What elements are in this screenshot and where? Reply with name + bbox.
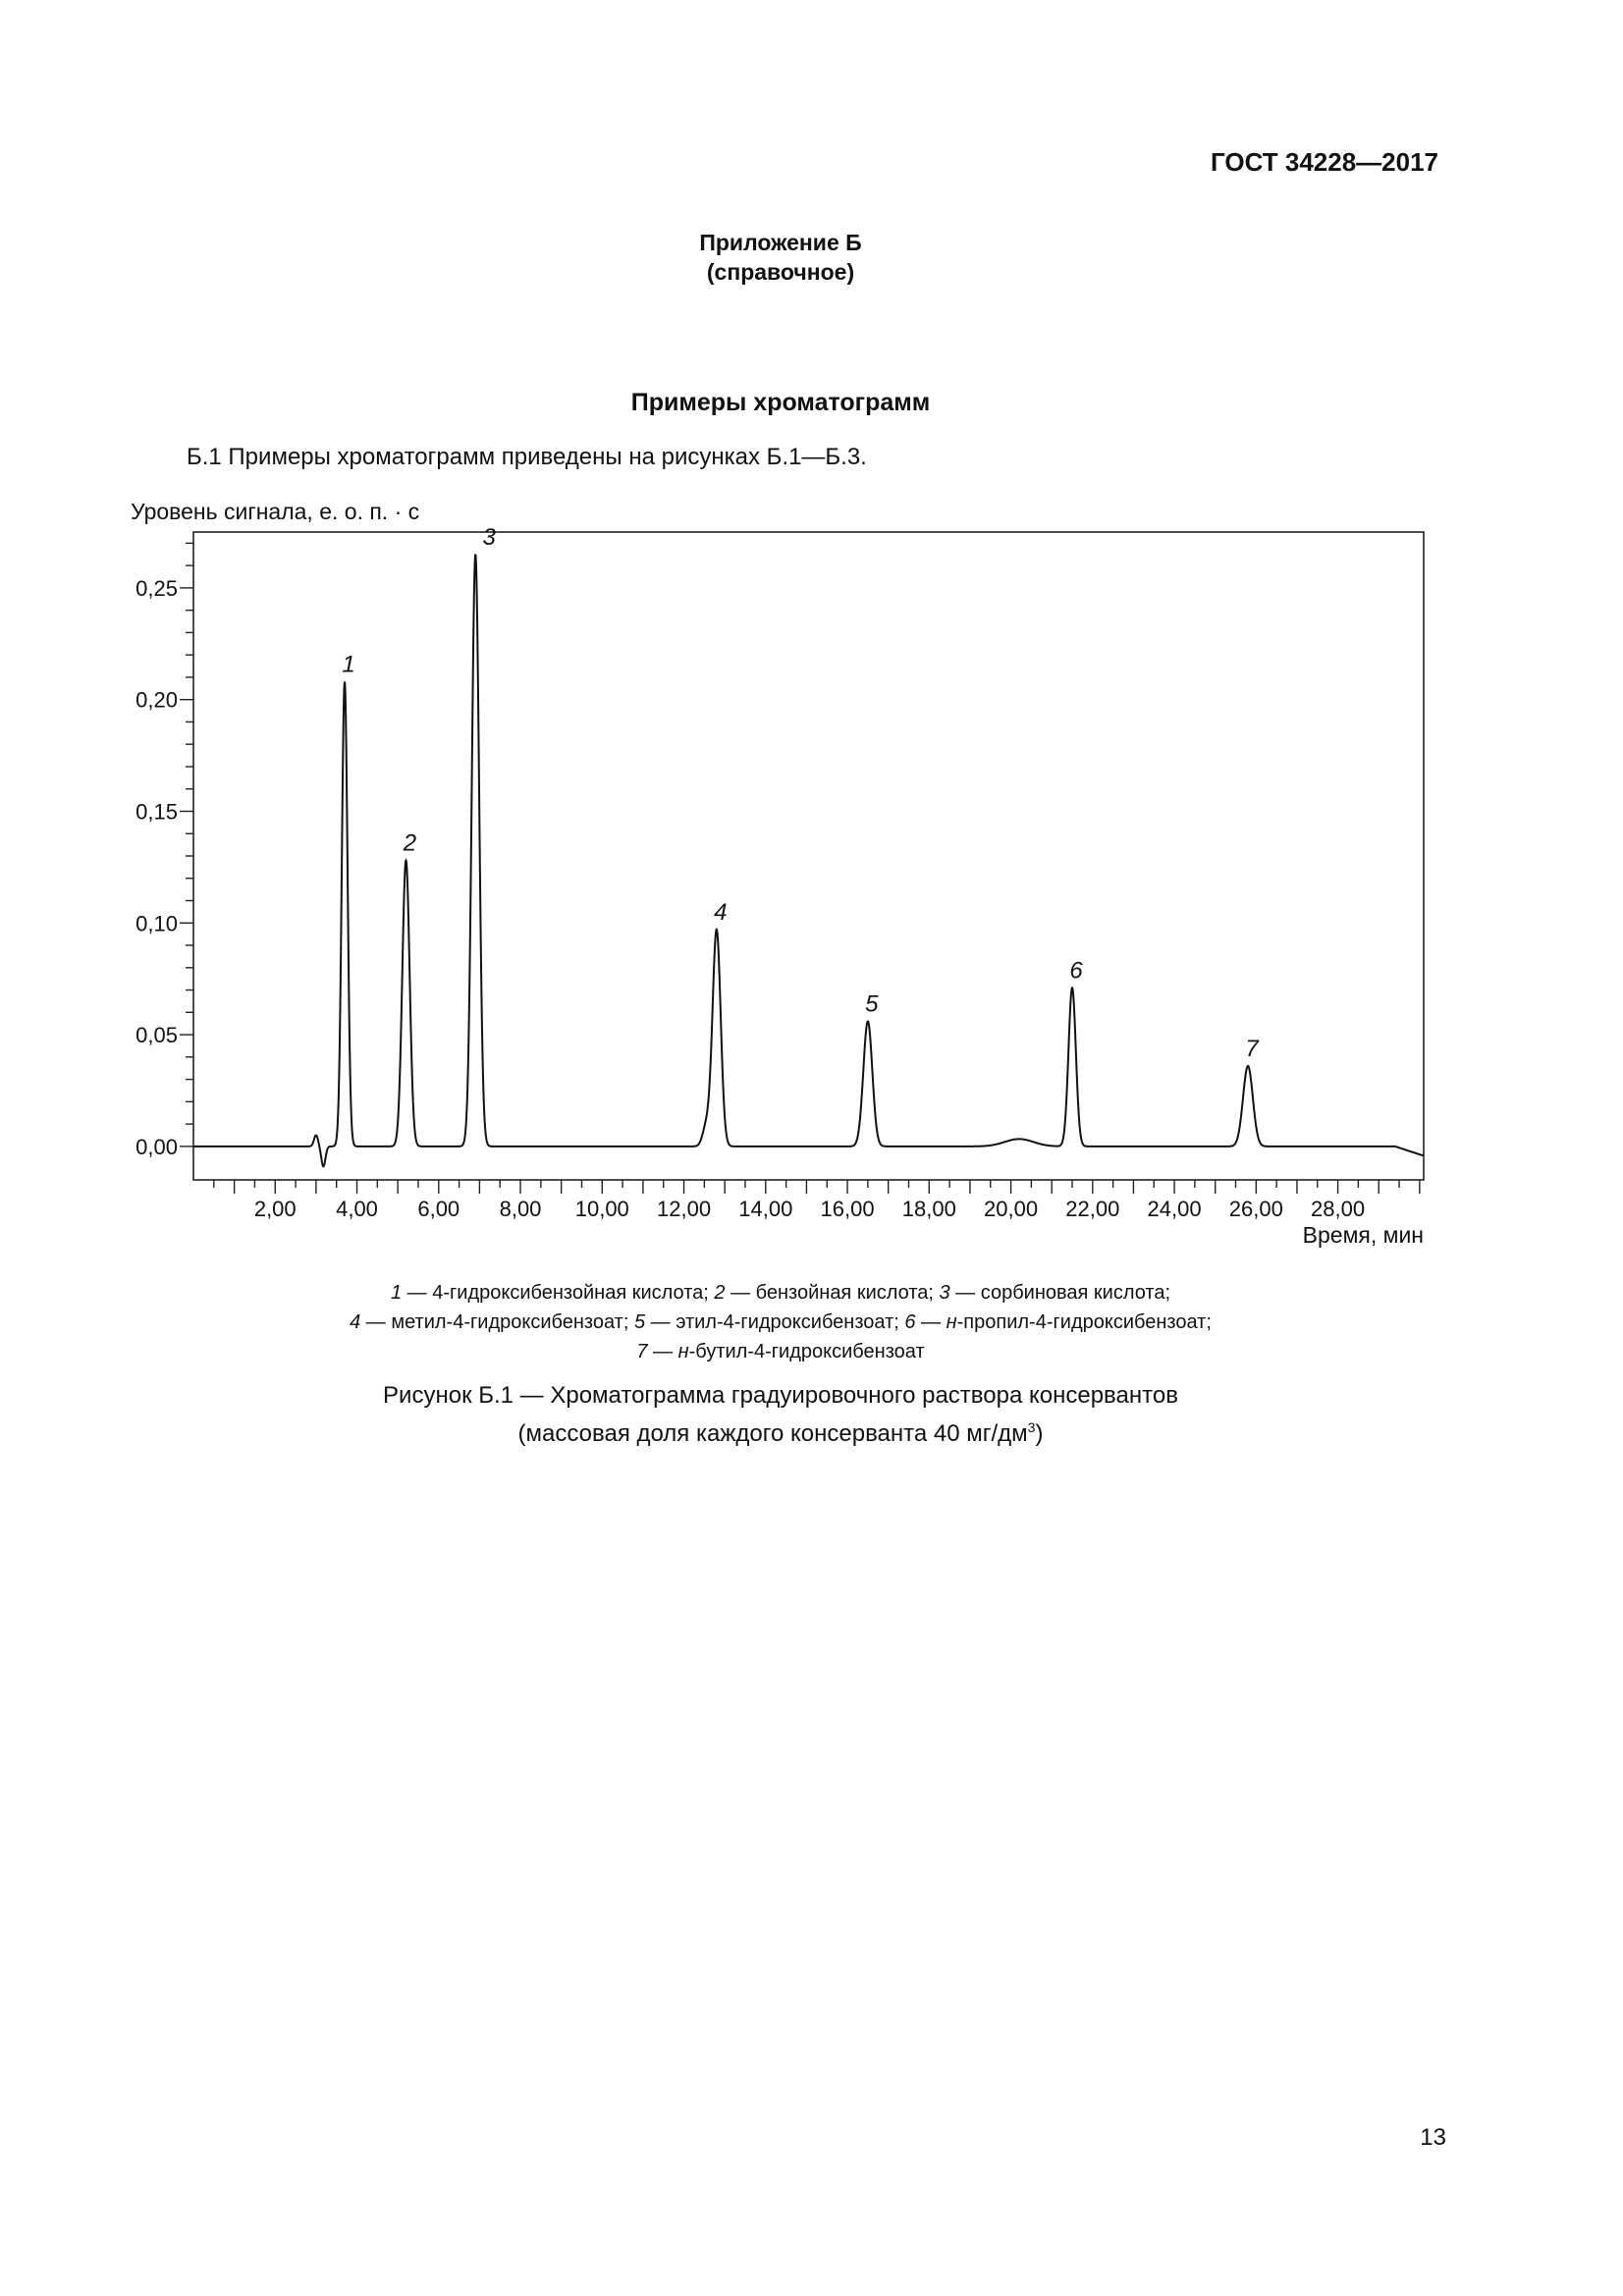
page-number: 13 [1420,2124,1446,2151]
x-axis [214,1180,1420,1221]
legend-number: 6 [904,1311,916,1333]
caption-superscript: 3 [1027,1419,1036,1435]
legend-number: 2 [714,1282,726,1304]
legend-line-1 [0,1278,1561,1308]
appendix-title: Приложение Б [699,230,862,255]
legend-text: -пропил-4-гидроксибензоат; [956,1311,1212,1333]
y-tick-label: 0,15 [135,799,178,825]
x-tick-label: 16,00 [820,1197,875,1221]
section-heading: Примеры хроматограмм [630,389,931,416]
y-tick-label: 0,20 [135,687,178,713]
legend-number: н [677,1341,689,1362]
appendix-note: (справочное) [706,259,855,285]
y-tick-label: 0,05 [135,1023,178,1048]
x-tick-label: 18,00 [901,1197,956,1221]
legend-number: 5 [633,1311,646,1333]
peak-label: 1 [342,651,355,678]
peak-label: 3 [482,523,496,551]
caption-line-2: (массовая доля каждого консерванта 40 $мг/дм^3$) [517,1419,1044,1447]
chromatogram-trace [193,555,1424,1167]
y-tick-label: 0,25 [135,575,178,601]
legend-text: — [647,1341,678,1362]
legend-number: 3 [939,1282,950,1304]
legend-number: н [946,1311,957,1333]
x-tick-label: 2,00 [253,1197,297,1221]
x-tick-label: 28,00 [1311,1197,1366,1221]
y-axis [135,543,193,1158]
peak-label: 7 [1245,1035,1259,1062]
legend-text: — этил-4-гидроксибензоат; [645,1311,905,1333]
figure-caption [0,1380,1561,1450]
x-tick-label: 6,00 [417,1197,460,1221]
figure-legend [0,1278,1561,1366]
x-tick-label: 12,00 [657,1197,712,1221]
intro-paragraph: Б.1 Примеры хроматограмм приведены на рисунках Б.1—Б.3. [187,444,867,470]
caption-line-1: Рисунок Б.1 — Хроматограмма градуировочного раствора консервантов [383,1382,1178,1409]
legend-line-2 [0,1308,1561,1337]
chart-y-axis-label: Уровень сигнала, е. о. п. · с [131,499,420,524]
legend-number: 1 [390,1282,403,1304]
peak-label: 4 [714,899,728,927]
legend-line-3 [0,1337,1561,1366]
y-tick-label: 0,00 [135,1134,178,1159]
legend-text: — метил-4-гидроксибензоат; [360,1311,634,1333]
chart-x-axis-label: Время, мин [1302,1222,1424,1248]
peak-label: 2 [403,829,417,857]
legend-text: -бутил-4-гидроксибензоат [688,1341,925,1362]
plot-frame [193,532,1424,1180]
peak-label: 6 [1069,957,1083,985]
legend-text: — [915,1311,947,1333]
legend-text: — сорбиновая кислота; [949,1282,1171,1304]
x-tick-label: 20,00 [984,1197,1039,1221]
y-tick-label: 0,10 [135,911,178,936]
x-tick-label: 26,00 [1228,1197,1283,1221]
legend-text: — бензойная кислота; [725,1282,940,1304]
x-tick-label: 8,00 [499,1197,542,1221]
peak-label: 5 [865,990,879,1018]
x-tick-label: 10,00 [574,1197,629,1221]
legend-text: — 4-гидроксибензойная кислота; [402,1282,715,1304]
x-tick-label: 4,00 [336,1197,378,1221]
x-tick-label: 14,00 [738,1197,793,1221]
x-tick-label: 24,00 [1147,1197,1202,1221]
standard-code: ГОСТ 34228—2017 [1211,147,1438,177]
legend-number: 7 [636,1341,648,1362]
legend-number: 4 [350,1311,361,1333]
x-tick-label: 22,00 [1065,1197,1120,1221]
